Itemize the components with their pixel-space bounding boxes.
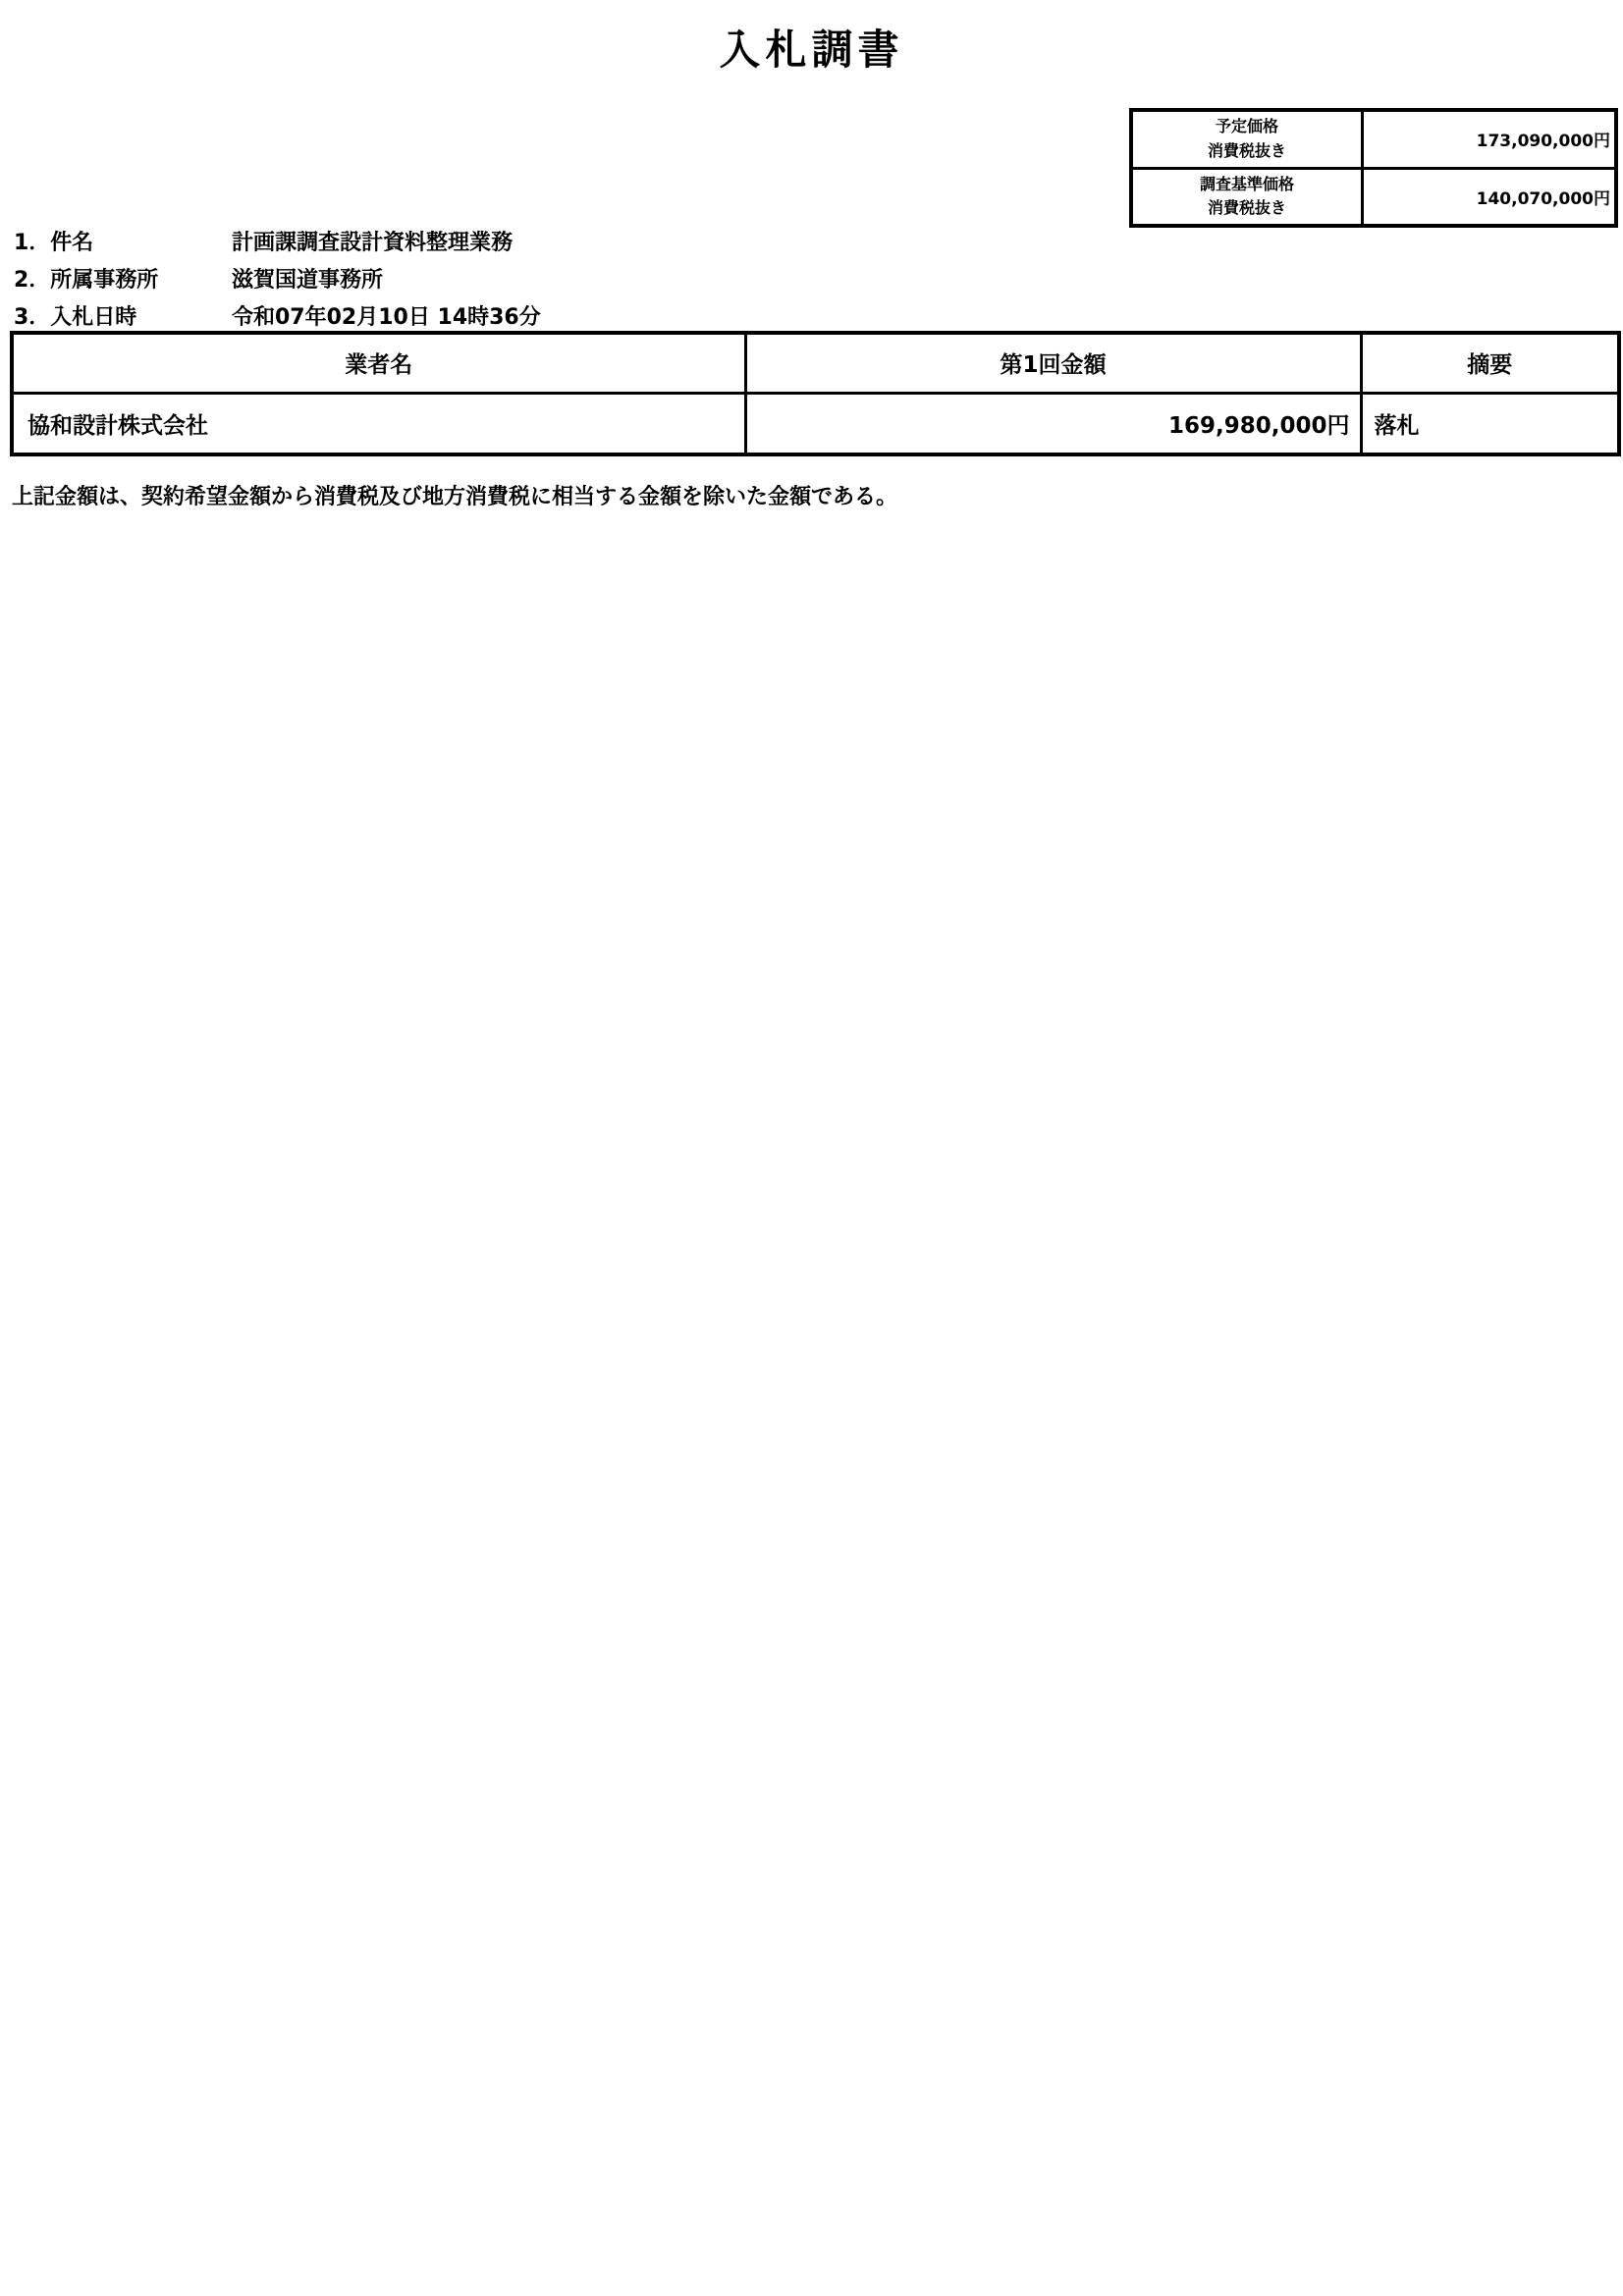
info-items: [14, 222, 541, 334]
info-label-subject: 1．件名: [14, 230, 94, 255]
info-value-bid-datetime: 令和07年02月10日 14時36分: [232, 304, 541, 330]
price-label-line1: 調査基準価格: [1199, 174, 1294, 193]
column-header-vendor: 業者名: [12, 333, 745, 393]
table-row: [12, 393, 1619, 454]
column-header-first-round-amount: 第1回金額: [745, 333, 1361, 393]
price-value-planned: 173,090,000円: [1363, 110, 1617, 168]
bid-table: [10, 331, 1621, 456]
price-label-line1: 予定価格: [1215, 117, 1278, 135]
info-row-bid-datetime: [14, 296, 541, 334]
info-value-subject: 計画課調査設計資料整理業務: [232, 230, 514, 255]
info-row-subject: [14, 222, 541, 259]
cell-vendor-name: 協和設計株式会社: [12, 393, 745, 454]
price-label-line2: 消費税抜き: [1207, 198, 1286, 218]
price-row-survey-base: [1131, 168, 1616, 226]
cell-note: 落札: [1361, 393, 1619, 454]
cell-first-round-amount: 169,980,000円: [745, 393, 1361, 454]
price-label-line2: 消費税抜き: [1207, 140, 1286, 160]
price-label-survey-base: [1131, 168, 1363, 226]
bid-table-header-row: [12, 333, 1619, 393]
info-label-bid-datetime: 3．入札日時: [14, 304, 137, 330]
price-row-planned: [1131, 110, 1616, 168]
info-label-office: 2．所属事務所: [14, 267, 159, 293]
price-summary-table: [1129, 108, 1618, 228]
price-value-survey-base: 140,070,000円: [1363, 168, 1617, 226]
price-label-planned: [1131, 110, 1363, 168]
info-value-office: 滋賀国道事務所: [232, 267, 384, 293]
footnote: 上記金額は、契約希望金額から消費税及び地方消費税に相当する金額を除いた金額である。: [12, 485, 898, 509]
page-title: 入札調書: [719, 26, 904, 74]
column-header-note: 摘要: [1361, 333, 1619, 393]
info-row-office: [14, 259, 541, 296]
